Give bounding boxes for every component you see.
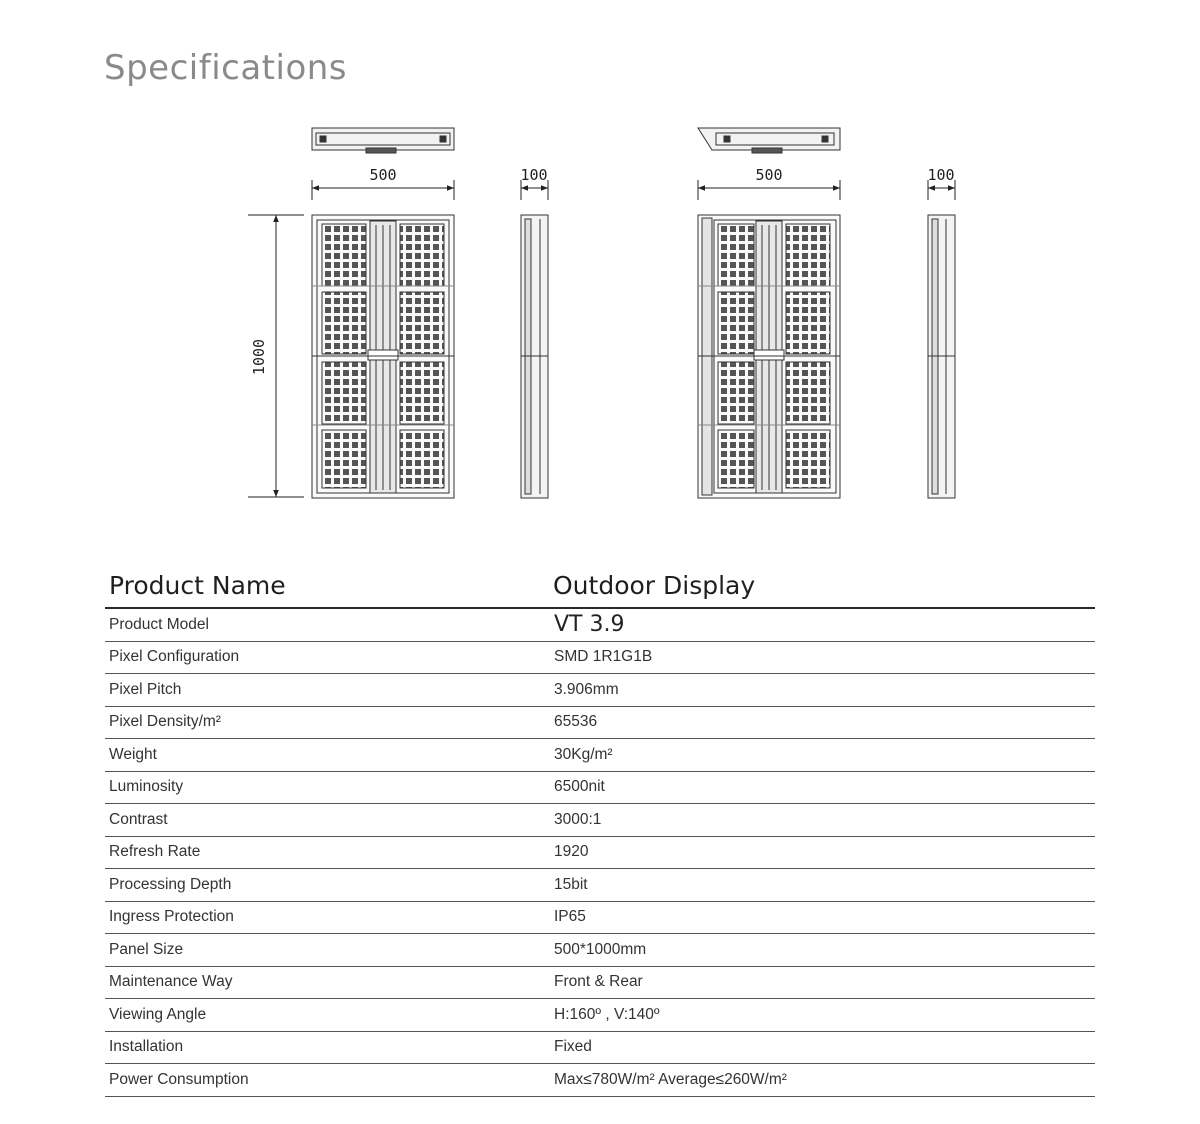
header-outdoor-display: Outdoor Display xyxy=(550,566,1095,608)
table-row xyxy=(105,771,1095,804)
table-row xyxy=(105,901,1095,934)
table-row xyxy=(105,1031,1095,1064)
spec-label: Power Consumption xyxy=(105,1064,550,1097)
rear-width-dimension xyxy=(698,166,840,200)
front-panel-drawing xyxy=(312,215,454,498)
spec-value: Front & Rear xyxy=(550,966,1095,999)
page-title: Specifications xyxy=(104,48,348,88)
spec-value: 65536 xyxy=(550,706,1095,739)
spec-label: Refresh Rate xyxy=(105,836,550,869)
spec-value: 30Kg/m² xyxy=(550,739,1095,772)
spec-label: Contrast xyxy=(105,804,550,837)
rear-depth-label: 100 xyxy=(927,166,955,184)
table-row xyxy=(105,966,1095,999)
spec-label: Ingress Protection xyxy=(105,901,550,934)
spec-label: Installation xyxy=(105,1031,550,1064)
table-row xyxy=(105,836,1095,869)
table-row xyxy=(105,804,1095,837)
spec-value: VT 3.9 xyxy=(550,608,1095,641)
spec-value: 500*1000mm xyxy=(550,934,1095,967)
spec-label: Pixel Density/m² xyxy=(105,706,550,739)
table-row xyxy=(105,739,1095,772)
table-header-row xyxy=(105,566,1095,608)
table-row xyxy=(105,934,1095,967)
specifications-table xyxy=(105,566,1095,1097)
spec-value: 3.906mm xyxy=(550,674,1095,707)
spec-label: Luminosity xyxy=(105,771,550,804)
spec-label: Panel Size xyxy=(105,934,550,967)
spec-label: Product Model xyxy=(105,608,550,641)
spec-value: Max≤780W/m² Average≤260W/m² xyxy=(550,1064,1095,1097)
front-height-dimension xyxy=(248,215,304,497)
table-row xyxy=(105,1064,1095,1097)
rear-side-view xyxy=(928,215,955,498)
table-row xyxy=(105,999,1095,1032)
front-side-view xyxy=(521,215,548,498)
spec-label: Weight xyxy=(105,739,550,772)
spec-label: Pixel Configuration xyxy=(105,641,550,674)
spec-value: 1920 xyxy=(550,836,1095,869)
front-width-label: 500 xyxy=(369,166,397,184)
table-row xyxy=(105,706,1095,739)
spec-value: H:160º , V:140º xyxy=(550,999,1095,1032)
table-row xyxy=(105,608,1095,641)
spec-label: Viewing Angle xyxy=(105,999,550,1032)
header-product-name: Product Name xyxy=(105,566,550,608)
spec-label: Pixel Pitch xyxy=(105,674,550,707)
spec-label: Processing Depth xyxy=(105,869,550,902)
front-depth-dimension xyxy=(520,166,548,200)
rear-panel-drawing xyxy=(698,215,840,498)
technical-drawings xyxy=(0,110,1200,520)
spec-label: Maintenance Way xyxy=(105,966,550,999)
spec-value: IP65 xyxy=(550,901,1095,934)
spec-value: 6500nit xyxy=(550,771,1095,804)
front-top-view xyxy=(312,128,454,153)
spec-value: SMD 1R1G1B xyxy=(550,641,1095,674)
rear-depth-dimension xyxy=(927,166,955,200)
spec-value: Fixed xyxy=(550,1031,1095,1064)
table-row xyxy=(105,869,1095,902)
table-row xyxy=(105,674,1095,707)
table-row xyxy=(105,641,1095,674)
rear-width-label: 500 xyxy=(755,166,783,184)
rear-top-view xyxy=(698,128,840,153)
front-width-dimension xyxy=(312,166,454,200)
front-depth-label: 100 xyxy=(520,166,548,184)
spec-value: 3000:1 xyxy=(550,804,1095,837)
front-height-label: 1000 xyxy=(250,338,268,376)
spec-value: 15bit xyxy=(550,869,1095,902)
